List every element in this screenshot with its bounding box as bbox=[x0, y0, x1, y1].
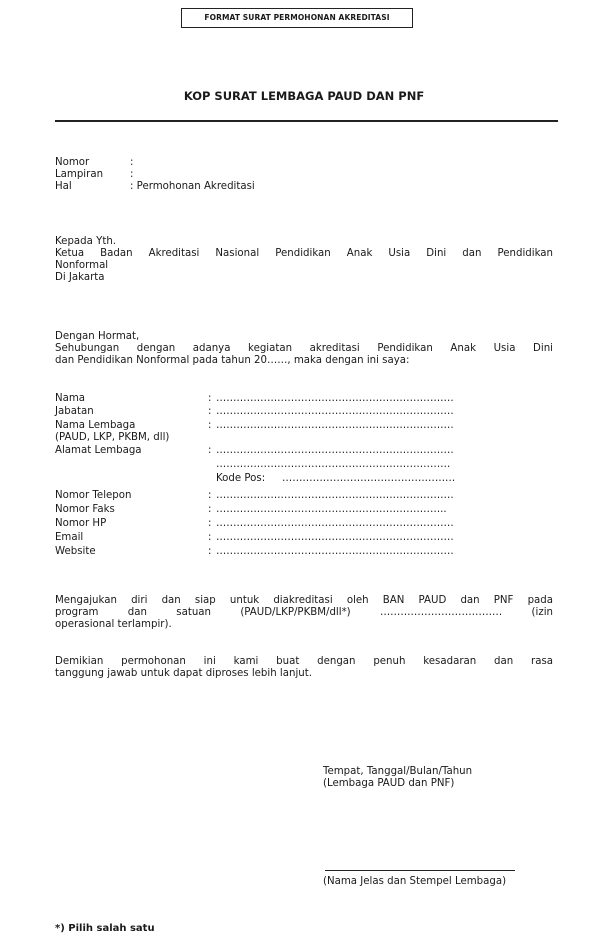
field-hp-dots: ……………………………………………………………. bbox=[216, 518, 454, 529]
field-lembaga-colon: : bbox=[208, 420, 212, 431]
opening-paragraph: Sehubungan dengan adanya kegiatan akreditasi Pendidikan Anak Usia Dini bbox=[55, 343, 553, 354]
field-alamat-colon: : bbox=[208, 445, 212, 456]
nomor-label: Nomor bbox=[55, 157, 90, 168]
signature-organization: (Lembaga PAUD dan PNF) bbox=[323, 778, 455, 789]
field-nama-label: Nama bbox=[55, 393, 86, 404]
addressee-greeting: Kepada Yth. bbox=[55, 236, 117, 247]
signature-place-date: Tempat, Tanggal/Bulan/Tahun bbox=[323, 766, 473, 777]
hal-value: : Permohonan Akreditasi bbox=[130, 181, 255, 192]
signature-name-stamp: (Nama Jelas dan Stempel Lembaga) bbox=[323, 876, 507, 887]
closing-paragraph: Demikian permohonan ini kami buat dengan penuh kesadaran dan rasa bbox=[55, 656, 553, 667]
hal-label: Hal bbox=[55, 181, 72, 192]
field-telepon-label: Nomor Telepon bbox=[55, 490, 132, 501]
field-jabatan-label: Jabatan bbox=[55, 406, 94, 417]
field-lembaga-note: (PAUD, LKP, PKBM, dll) bbox=[55, 432, 170, 443]
field-alamat-label: Alamat Lembaga bbox=[55, 445, 142, 456]
field-telepon-colon: : bbox=[208, 490, 212, 501]
letterhead-title: KOP SURAT LEMBAGA PAUD DAN PNF bbox=[183, 89, 425, 103]
addressee-title-cont: Nonformal bbox=[55, 260, 109, 271]
field-email-label: Email bbox=[55, 532, 84, 543]
nomor-colon: : bbox=[130, 157, 134, 168]
field-faks-dots: ………………………………………………………….. bbox=[216, 504, 447, 515]
field-website-dots: ……………………………………………………………. bbox=[216, 546, 454, 557]
field-nama-dots: ……………………………………………………………. bbox=[216, 393, 454, 404]
signature-line bbox=[325, 870, 515, 871]
field-website-label: Website bbox=[55, 546, 96, 557]
field-website-colon: : bbox=[208, 546, 212, 557]
salutation: Dengan Hormat, bbox=[55, 331, 140, 342]
addressee-location: Di Jakarta bbox=[55, 272, 105, 283]
field-alamat-dots: ……………………………………………………………. bbox=[216, 445, 454, 456]
application-paragraph-end: operasional terlampir). bbox=[55, 619, 172, 630]
field-nama-colon: : bbox=[208, 393, 212, 404]
field-lembaga-dots: ……………………………………………………………. bbox=[216, 420, 454, 431]
opening-paragraph-cont: dan Pendidikan Nonformal pada tahun 20……, maka dengan ini saya: bbox=[55, 355, 410, 366]
application-paragraph-cont: program dan satuan (PAUD/LKP/PKBM/dll*) ……………………………… (izin bbox=[55, 607, 553, 618]
field-email-colon: : bbox=[208, 532, 212, 543]
footnote: *) Pilih salah satu bbox=[55, 923, 155, 934]
field-email-dots: ……………………………………………………………. bbox=[216, 532, 454, 543]
field-jabatan-dots: ……………………………………………………………. bbox=[216, 406, 454, 417]
format-label: FORMAT SURAT PERMOHONAN AKREDITASI bbox=[181, 8, 413, 28]
closing-paragraph-end: tanggung jawab untuk dapat diproses lebih lanjut. bbox=[55, 668, 312, 679]
field-hp-label: Nomor HP bbox=[55, 518, 107, 529]
letterhead-divider bbox=[55, 120, 558, 122]
lampiran-label: Lampiran bbox=[55, 169, 104, 180]
field-kode-pos-label: Kode Pos: bbox=[216, 473, 266, 484]
field-telepon-dots: ……………………………………………………………. bbox=[216, 490, 454, 501]
application-paragraph: Mengajukan diri dan siap untuk diakreditasi oleh BAN PAUD dan PNF pada bbox=[55, 595, 553, 606]
field-kode-pos-dots: …………………………………………… bbox=[282, 473, 456, 484]
field-faks-colon: : bbox=[208, 504, 212, 515]
field-hp-colon: : bbox=[208, 518, 212, 529]
field-jabatan-colon: : bbox=[208, 406, 212, 417]
lampiran-colon: : bbox=[130, 169, 134, 180]
field-faks-label: Nomor Faks bbox=[55, 504, 115, 515]
addressee-title: Ketua Badan Akreditasi Nasional Pendidikan Anak Usia Dini dan Pendidikan bbox=[55, 248, 553, 259]
field-alamat-dots-cont: …………………………………………………………… bbox=[216, 459, 451, 470]
field-lembaga-label: Nama Lembaga bbox=[55, 420, 136, 431]
